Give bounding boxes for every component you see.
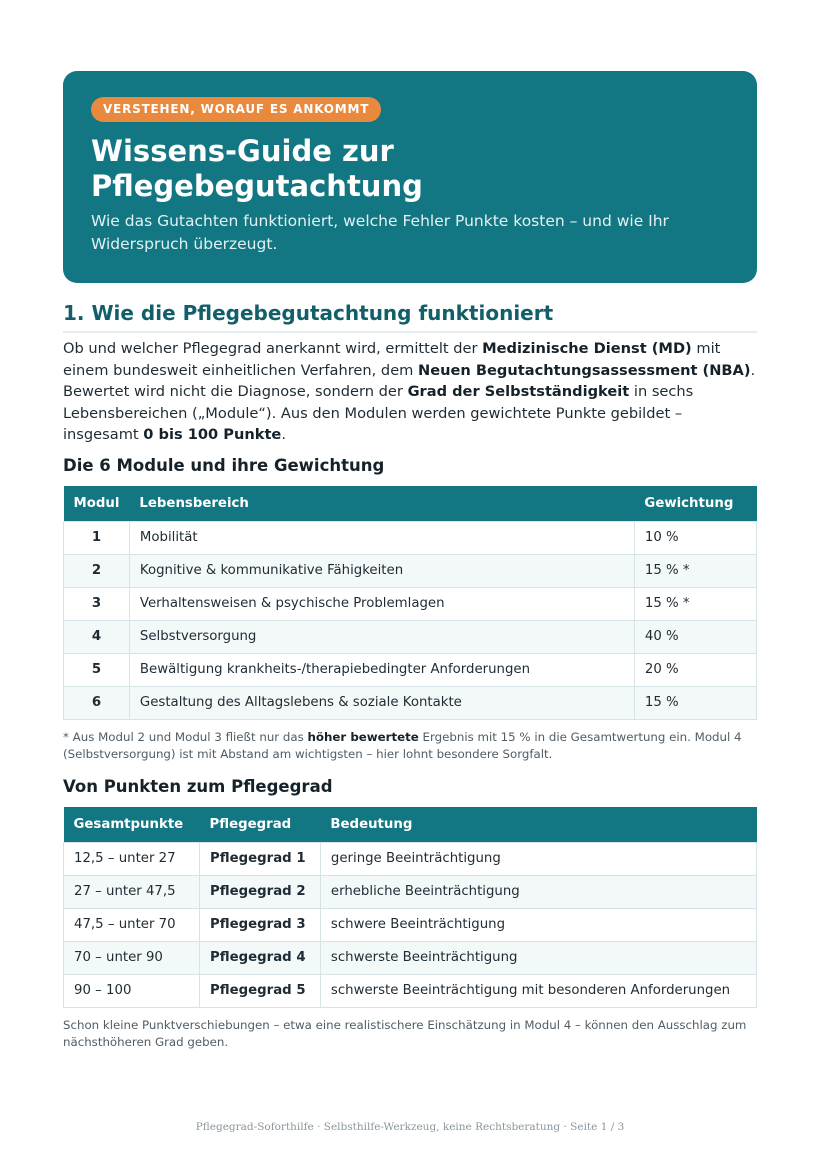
- cell-bedeutung: geringe Beeinträchtigung: [320, 842, 756, 875]
- cell-gewichtung: 15 % *: [634, 554, 756, 587]
- column-header-gesamtpunkte: Gesamtpunkte: [64, 807, 200, 842]
- grades-footnote: Schon kleine Punktverschiebungen – etwa eine realistischere Einschätzung in Modul 4 – können den Ausschlag zum nächsthöheren Grad geben.: [63, 1018, 747, 1049]
- column-header-lebensbereich: Lebensbereich: [129, 486, 634, 521]
- text-run: in sechs Lebensbereichen („Module“). Aus den Modulen werden gewichtete Punkte gebildet – insgesamt: [63, 383, 694, 443]
- cell-gesamtpunkte: 90 – 100: [64, 974, 200, 1007]
- table-row: [64, 974, 757, 1007]
- cell-pflegegrad: Pflegegrad 3: [199, 908, 320, 941]
- table-row: [64, 686, 757, 719]
- text-run: mit einem bundesweit einheitlichen Verfahren, dem: [63, 340, 721, 379]
- bold-text: 0 bis 100 Punkte: [143, 426, 282, 443]
- cell-gewichtung: 40 %: [634, 620, 756, 653]
- table-row: [64, 521, 757, 554]
- cell-gewichtung: 20 %: [634, 653, 756, 686]
- eyebrow-badge: VERSTEHEN, WORAUF ES ANKOMMT: [91, 97, 381, 122]
- cell-bedeutung: schwerste Beeinträchtigung mit besonderen Anforderungen: [320, 974, 756, 1007]
- cell-gesamtpunkte: 12,5 – unter 27: [64, 842, 200, 875]
- cell-pflegegrad: Pflegegrad 2: [199, 875, 320, 908]
- cell-lebensbereich: Bewältigung krankheits-/therapiebedingter Anforderungen: [129, 653, 634, 686]
- cell-gewichtung: 10 %: [634, 521, 756, 554]
- bold-text: Grad der Selbstständigkeit: [407, 383, 630, 400]
- page-footer: Pflegegrad-Soforthilfe · Selbsthilfe-Werkzeug, keine Rechtsberatung · Seite 1 / 3: [195, 1121, 625, 1133]
- cell-gewichtung: 15 %: [634, 686, 756, 719]
- cell-modul: 2: [64, 554, 130, 587]
- page-title: Wissens-Guide zur Pflegebegutachtung: [91, 134, 423, 203]
- cell-bedeutung: schwere Beeinträchtigung: [320, 908, 756, 941]
- cell-bedeutung: erhebliche Beeinträchtigung: [320, 875, 756, 908]
- text-run: * Aus Modul 2 und Modul 3 fließt nur das: [63, 730, 308, 744]
- cell-lebensbereich: Kognitive & kommunikative Fähigkeiten: [129, 554, 634, 587]
- cell-lebensbereich: Mobilität: [129, 521, 634, 554]
- cell-gesamtpunkte: 70 – unter 90: [64, 941, 200, 974]
- cell-modul: 6: [64, 686, 130, 719]
- cell-gesamtpunkte: 47,5 – unter 70: [64, 908, 200, 941]
- grades-table: [63, 807, 757, 1008]
- page-subtitle: Wie das Gutachten funktioniert, welche Fehler Punkte kosten – und wie Ihr Widerspruch überzeugt.: [91, 212, 669, 253]
- grades-heading: Von Punkten zum Pflegegrad: [63, 777, 333, 796]
- column-header-pflegegrad: Pflegegrad: [199, 807, 320, 842]
- table-row: [64, 554, 757, 587]
- cell-modul: 5: [64, 653, 130, 686]
- cell-gewichtung: 15 % *: [634, 587, 756, 620]
- table-row: [64, 908, 757, 941]
- text-run: . Bewertet wird nicht die Diagnose, sondern der: [63, 361, 756, 400]
- cell-pflegegrad: Pflegegrad 4: [199, 941, 320, 974]
- table-row: [64, 875, 757, 908]
- table-header-row: [64, 486, 757, 521]
- cell-pflegegrad: Pflegegrad 5: [199, 974, 320, 1007]
- column-header-modul: Modul: [64, 486, 130, 521]
- text-run: .: [281, 426, 286, 443]
- cell-pflegegrad: Pflegegrad 1: [199, 842, 320, 875]
- bold-text: Medizinische Dienst (MD): [482, 340, 692, 357]
- cell-modul: 1: [64, 521, 130, 554]
- text-run: Ob und welcher Pflegegrad anerkannt wird, ermittelt der: [63, 340, 483, 357]
- column-header-gewichtung: Gewichtung: [634, 486, 756, 521]
- modules-footnote: [63, 729, 757, 763]
- cell-modul: 3: [64, 587, 130, 620]
- table-row: [64, 653, 757, 686]
- cell-lebensbereich: Selbstversorgung: [129, 620, 634, 653]
- bold-text: Neuen Begutachtungsassessment (NBA): [418, 361, 751, 379]
- table-row: [64, 842, 757, 875]
- table-row: [64, 620, 757, 653]
- section-title: 1. Wie die Pflegebegutachtung funktioniert: [63, 301, 757, 333]
- column-header-bedeutung: Bedeutung: [320, 807, 756, 842]
- intro-paragraph: [63, 338, 757, 446]
- modules-table-body: [64, 521, 757, 719]
- cell-modul: 4: [64, 620, 130, 653]
- text-run: Ergebnis mit 15 % in die Gesamtwertung ein. Modul 4 (Selbstversorgung) ist mit Abstand am wichtigsten – hier lohnt besondere Sorgfalt.: [63, 730, 742, 761]
- table-header-row: [64, 807, 757, 842]
- modules-heading: Die 6 Module und ihre Gewichtung: [63, 456, 385, 475]
- modules-table: [63, 486, 757, 720]
- table-row: [64, 941, 757, 974]
- bold-text: höher bewertete: [307, 730, 419, 744]
- table-row: [64, 587, 757, 620]
- cell-bedeutung: schwerste Beeinträchtigung: [320, 941, 756, 974]
- cell-lebensbereich: Gestaltung des Alltagslebens & soziale Kontakte: [129, 686, 634, 719]
- cell-gesamtpunkte: 27 – unter 47,5: [64, 875, 200, 908]
- cell-lebensbereich: Verhaltensweisen & psychische Problemlagen: [129, 587, 634, 620]
- grades-table-body: [64, 842, 757, 1007]
- hero-banner: [63, 71, 757, 283]
